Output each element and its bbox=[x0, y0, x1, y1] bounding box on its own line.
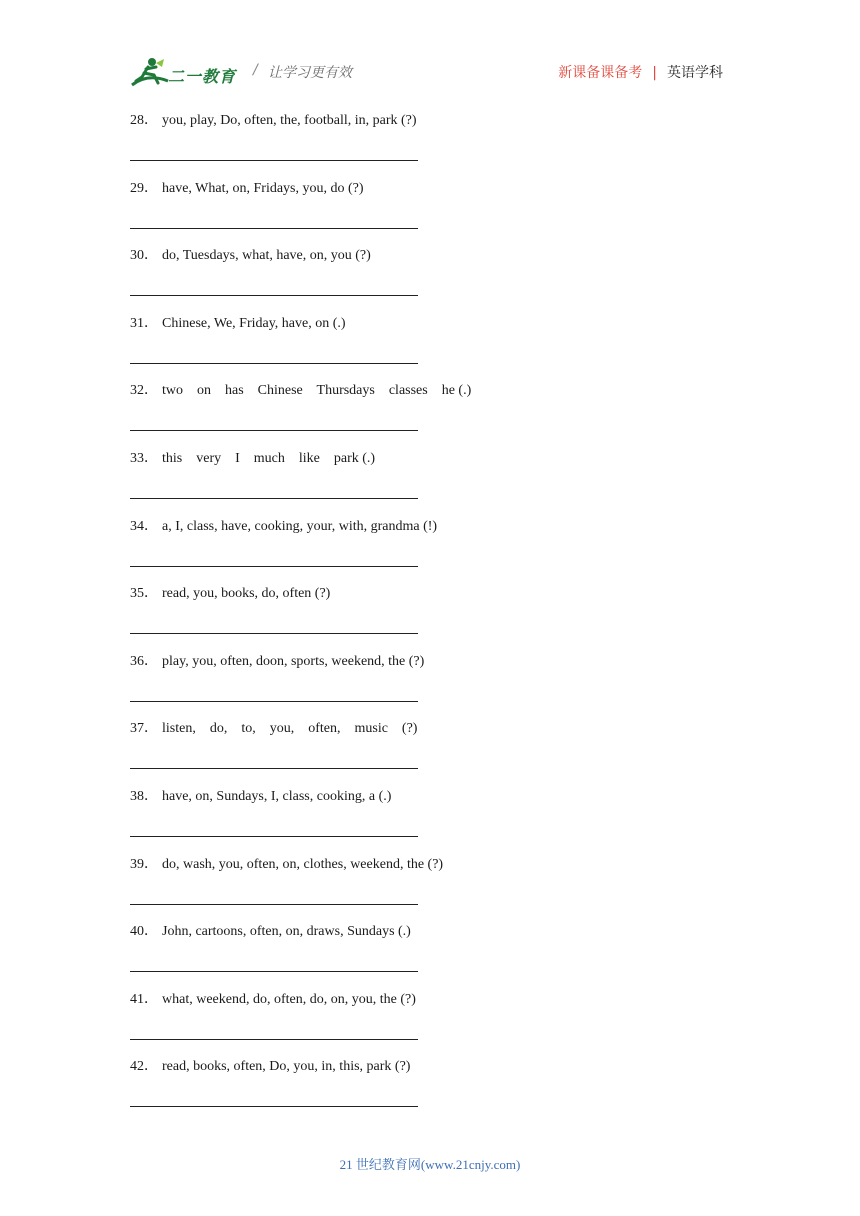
question-item bbox=[130, 518, 730, 586]
question-item bbox=[130, 315, 730, 383]
question-item bbox=[130, 856, 730, 924]
question-text bbox=[130, 382, 471, 400]
question-words: two on has Chinese Thursdays classes he (.) bbox=[162, 383, 472, 399]
question-item bbox=[130, 112, 730, 180]
page-header bbox=[0, 0, 860, 100]
question-words: do, wash, you, often, on, clothes, weekend, the (?) bbox=[162, 856, 444, 872]
answer-line[interactable] bbox=[130, 430, 418, 431]
question-number: 33． bbox=[130, 450, 158, 466]
answer-line[interactable] bbox=[130, 633, 418, 634]
question-item bbox=[130, 991, 730, 1059]
question-text bbox=[130, 1058, 410, 1076]
question-number: 36． bbox=[130, 653, 158, 669]
question-words: play, you, often, doon, sports, weekend, the (?) bbox=[162, 653, 425, 669]
question-text bbox=[130, 585, 330, 603]
question-words: a, I, class, have, cooking, your, with, grandma (!) bbox=[162, 518, 438, 534]
question-words: Chinese, We, Friday, have, on (.) bbox=[162, 315, 346, 331]
question-number: 38． bbox=[130, 788, 158, 804]
answer-line[interactable] bbox=[130, 1106, 418, 1107]
question-text bbox=[130, 991, 416, 1009]
answer-line[interactable] bbox=[130, 363, 418, 364]
question-number: 30． bbox=[130, 248, 158, 264]
question-words: listen, do, to, you, often, music (?) bbox=[162, 721, 418, 737]
question-words: John, cartoons, often, on, draws, Sundays (.) bbox=[162, 924, 411, 940]
question-number: 37． bbox=[130, 721, 158, 737]
question-text bbox=[130, 856, 443, 874]
question-text bbox=[130, 180, 364, 198]
question-item bbox=[130, 382, 730, 450]
question-text bbox=[130, 247, 371, 265]
question-text bbox=[130, 653, 424, 671]
answer-line[interactable] bbox=[130, 160, 418, 161]
question-number: 29． bbox=[130, 180, 158, 196]
answer-line[interactable] bbox=[130, 295, 418, 296]
question-text bbox=[130, 720, 417, 738]
answer-line[interactable] bbox=[130, 566, 418, 567]
question-item bbox=[130, 923, 730, 991]
question-text bbox=[130, 518, 437, 536]
answer-line[interactable] bbox=[130, 1039, 418, 1040]
question-item bbox=[130, 585, 730, 653]
question-number: 32． bbox=[130, 383, 158, 399]
question-text bbox=[130, 112, 417, 130]
question-words: have, on, Sundays, I, class, cooking, a (.) bbox=[162, 788, 392, 804]
answer-line[interactable] bbox=[130, 768, 418, 769]
question-item bbox=[130, 450, 730, 518]
answer-line[interactable] bbox=[130, 228, 418, 229]
subject-label: 英语学科 bbox=[667, 65, 723, 81]
answer-line[interactable] bbox=[130, 836, 418, 837]
question-words: read, you, books, do, often (?) bbox=[162, 586, 331, 602]
question-words: do, Tuesdays, what, have, on, you (?) bbox=[162, 248, 371, 264]
question-words: have, What, on, Fridays, you, do (?) bbox=[162, 180, 364, 196]
question-text bbox=[130, 788, 391, 806]
brand-name: 二一教育 bbox=[168, 67, 237, 86]
question-item bbox=[130, 1058, 730, 1126]
question-item bbox=[130, 653, 730, 721]
category-label: 新课备课备考 bbox=[558, 65, 643, 81]
answer-line[interactable] bbox=[130, 971, 418, 972]
question-number: 42． bbox=[130, 1059, 158, 1075]
question-words: read, books, often, Do, you, in, this, park (?) bbox=[162, 1059, 411, 1075]
question-number: 31． bbox=[130, 315, 158, 331]
question-list bbox=[130, 112, 730, 1126]
question-item bbox=[130, 788, 730, 856]
question-item bbox=[130, 180, 730, 248]
question-number: 39． bbox=[130, 856, 158, 872]
question-words: what, weekend, do, often, do, on, you, the (?) bbox=[162, 991, 416, 1007]
page-footer: 21 世纪教育网(www.21cnjy.com) bbox=[339, 1157, 521, 1172]
question-number: 34． bbox=[130, 518, 158, 534]
answer-line[interactable] bbox=[130, 904, 418, 905]
slogan: 让学习更有效 bbox=[268, 65, 352, 81]
question-number: 35． bbox=[130, 586, 158, 602]
question-text bbox=[130, 450, 375, 468]
header-category-tag bbox=[558, 62, 723, 82]
question-number: 28． bbox=[130, 113, 158, 128]
question-item bbox=[130, 720, 730, 788]
question-number: 41． bbox=[130, 991, 158, 1007]
question-text bbox=[130, 315, 346, 333]
question-number: 40． bbox=[130, 924, 158, 940]
answer-line[interactable] bbox=[130, 701, 418, 702]
question-item bbox=[130, 247, 730, 315]
answer-line[interactable] bbox=[130, 498, 418, 499]
question-words: this very I much like park (.) bbox=[162, 450, 376, 466]
question-text bbox=[130, 923, 411, 941]
slogan-separator: / bbox=[253, 62, 258, 78]
header-divider: | bbox=[652, 65, 657, 81]
question-words: you, play, Do, often, the, football, in, park (?) bbox=[162, 113, 417, 128]
